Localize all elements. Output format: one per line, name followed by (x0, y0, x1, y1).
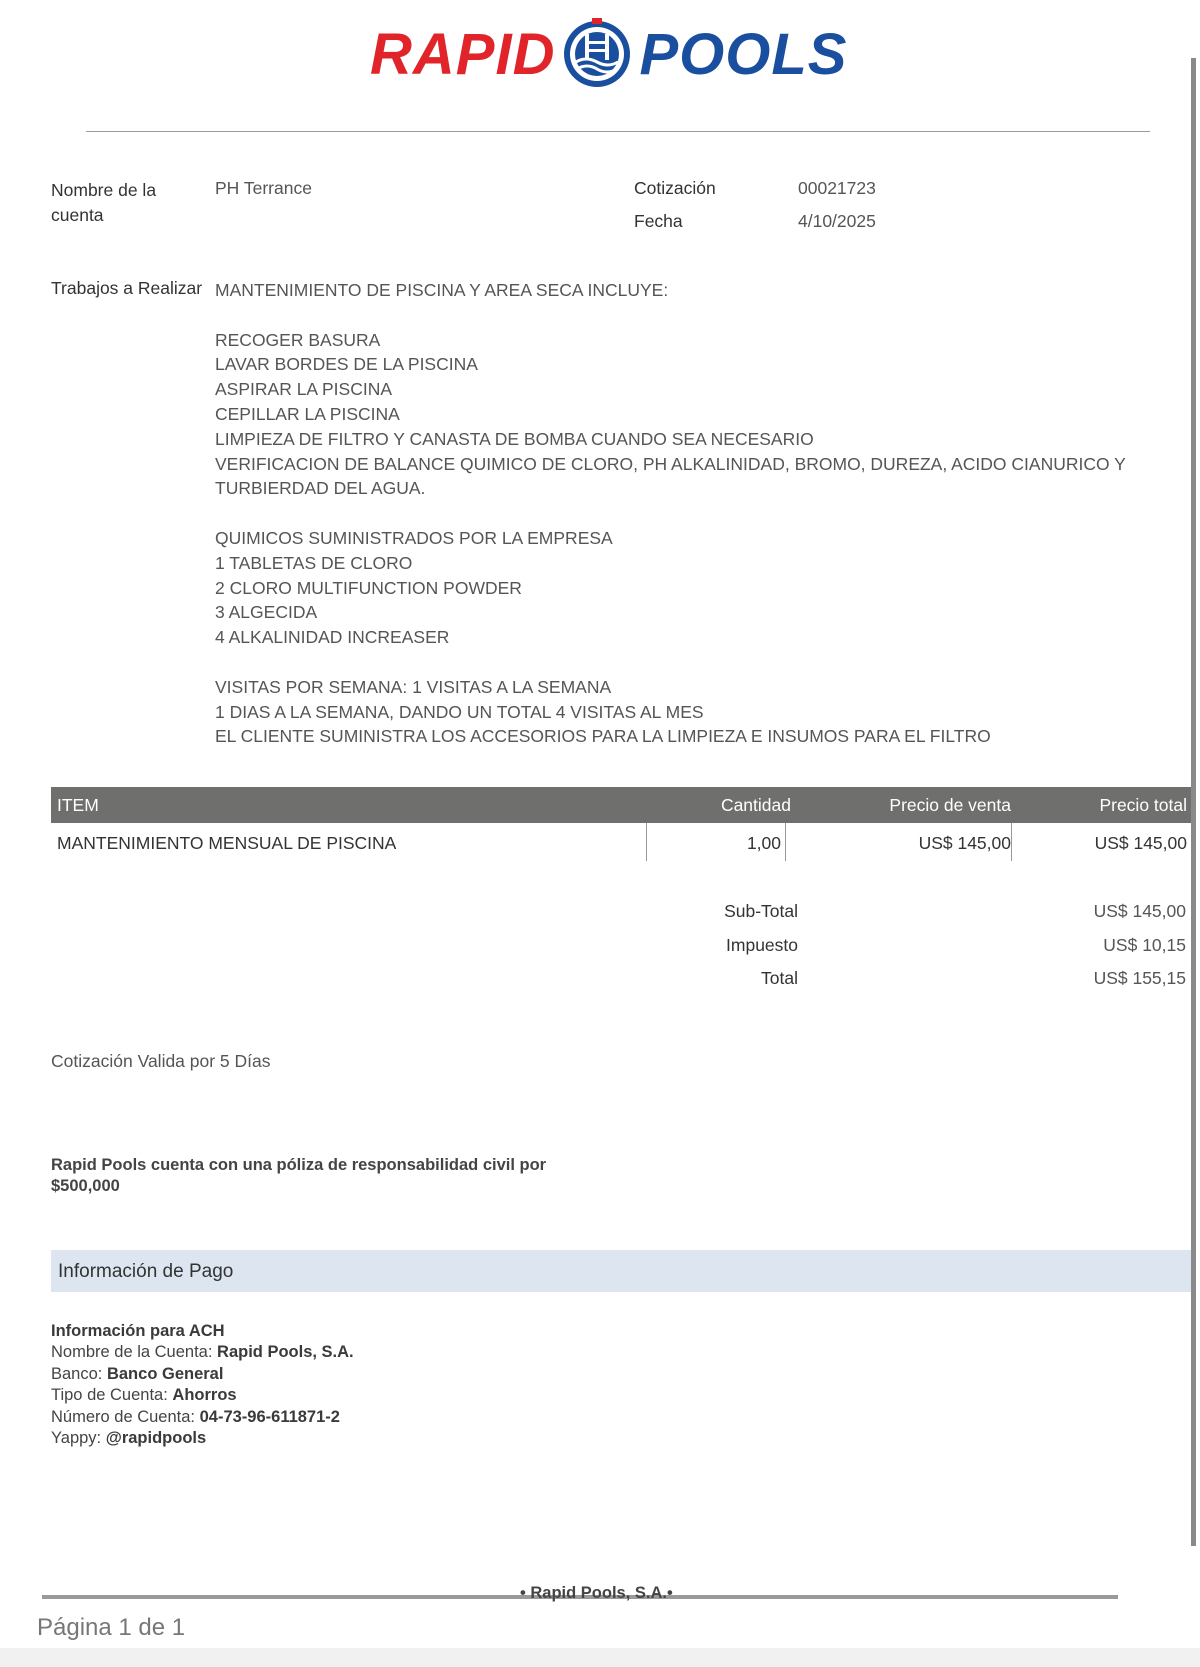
work-label: Trabajos a Realizar (51, 278, 203, 298)
payment-section-title: Información de Pago (58, 1261, 234, 1282)
row-unit-price: US$ 145,00 (918, 833, 1011, 853)
column-divider (785, 823, 786, 861)
items-table-header (51, 787, 1194, 823)
logo-text-pools: POOLS (639, 21, 848, 87)
row-item: MANTENIMIENTO MENSUAL DE PISCINA (57, 833, 397, 853)
date-value: 4/10/2025 (798, 211, 876, 231)
total-label: Total (761, 968, 798, 988)
payment-section-header (51, 1250, 1194, 1292)
quote-validity: Cotización Valida por 5 Días (51, 1051, 271, 1071)
column-divider (1011, 823, 1012, 861)
tax-label: Impuesto (726, 935, 798, 955)
quote-number: 00021723 (798, 178, 876, 198)
logo-text-rapid: RAPID (370, 21, 556, 87)
header-divider (86, 131, 1150, 132)
bank-value: Banco General (106, 1364, 224, 1383)
col-quantity: Cantidad (720, 795, 791, 815)
vertical-scrollbar[interactable] (1191, 58, 1196, 1546)
account-number-label: Número de Cuenta: (51, 1407, 195, 1426)
row-quantity: 1,00 (746, 833, 781, 853)
subtotal-value: US$ 145,00 (1093, 901, 1186, 921)
quote-label: Cotización (634, 178, 716, 198)
col-item: ITEM (57, 795, 99, 815)
column-divider (646, 823, 647, 861)
col-total-price: Precio total (1099, 795, 1187, 815)
total-value: US$ 155,15 (1093, 968, 1186, 988)
viewer-toolbar (0, 1648, 1200, 1667)
company-logo (370, 14, 848, 94)
account-name-value: PH Terrance (215, 178, 312, 198)
footer-company: • Rapid Pools, S.A.• (520, 1584, 673, 1602)
page-indicator: Página 1 de 1 (37, 1614, 186, 1641)
date-label: Fecha (634, 211, 683, 231)
account-name-field-label: Nombre de la Cuenta: (51, 1343, 213, 1362)
subtotal-label: Sub-Total (724, 901, 798, 921)
yappy-label: Yappy: (51, 1429, 102, 1448)
bank-label: Banco: (51, 1364, 103, 1383)
col-unit-price: Precio de venta (889, 795, 1011, 815)
pool-ladder-icon (559, 16, 635, 92)
ach-title: Información para ACH (51, 1322, 225, 1340)
work-description: MANTENIMIENTO DE PISCINA Y AREA SECA INCLUYE: RECOGER BASURA LAVAR BORDES DE LA PISCINA ASPIRAR LA PISCINA CEPILLAR LA PISCINA LIMPIEZA DE FILTRO Y CANASTA DE BOMBA CUANDO SEA NECESARIO VERIFICACION DE BALANCE QUIMICO DE CLORO, PH ALKALINIDAD, BROMO, DUREZA, ACIDO CIANURICO Y TURBIERDAD DEL AGUA. QUIMICOS SUMINISTRADOS POR LA EMPRESA 1 TABLETAS DE CLORO 2 CLORO MULTIFUNCTION POWDER 3 ALGECIDA 4 ALKALINIDAD INCREASER VISITAS POR SEMANA: 1 VISITAS A LA SEMANA 1 DIAS A LA SEMANA, DANDO UN TOTAL 4 VISITAS AL MES EL CLIENTE SUMINISTRA LOS ACCESORIOS PARA LA LIMPIEZA E INSUMOS PARA EL FILTRO (215, 280, 1126, 747)
row-total-price: US$ 145,00 (1094, 833, 1187, 853)
account-name-label: Nombre de la cuenta (51, 180, 157, 225)
account-name-field-value: Rapid Pools, S.A. (217, 1343, 354, 1362)
account-type-label: Tipo de Cuenta: (51, 1386, 168, 1405)
account-type-value: Ahorros (172, 1386, 237, 1405)
payment-details (51, 1321, 354, 1449)
tax-value: US$ 10,15 (1103, 935, 1186, 955)
yappy-value: @rapidpools (105, 1429, 207, 1448)
account-number-value: 04-73-96-611871-2 (199, 1407, 340, 1426)
liability-note: Rapid Pools cuenta con una póliza de responsabilidad civil por $500,000 (51, 1156, 547, 1195)
table-row (51, 823, 1194, 861)
